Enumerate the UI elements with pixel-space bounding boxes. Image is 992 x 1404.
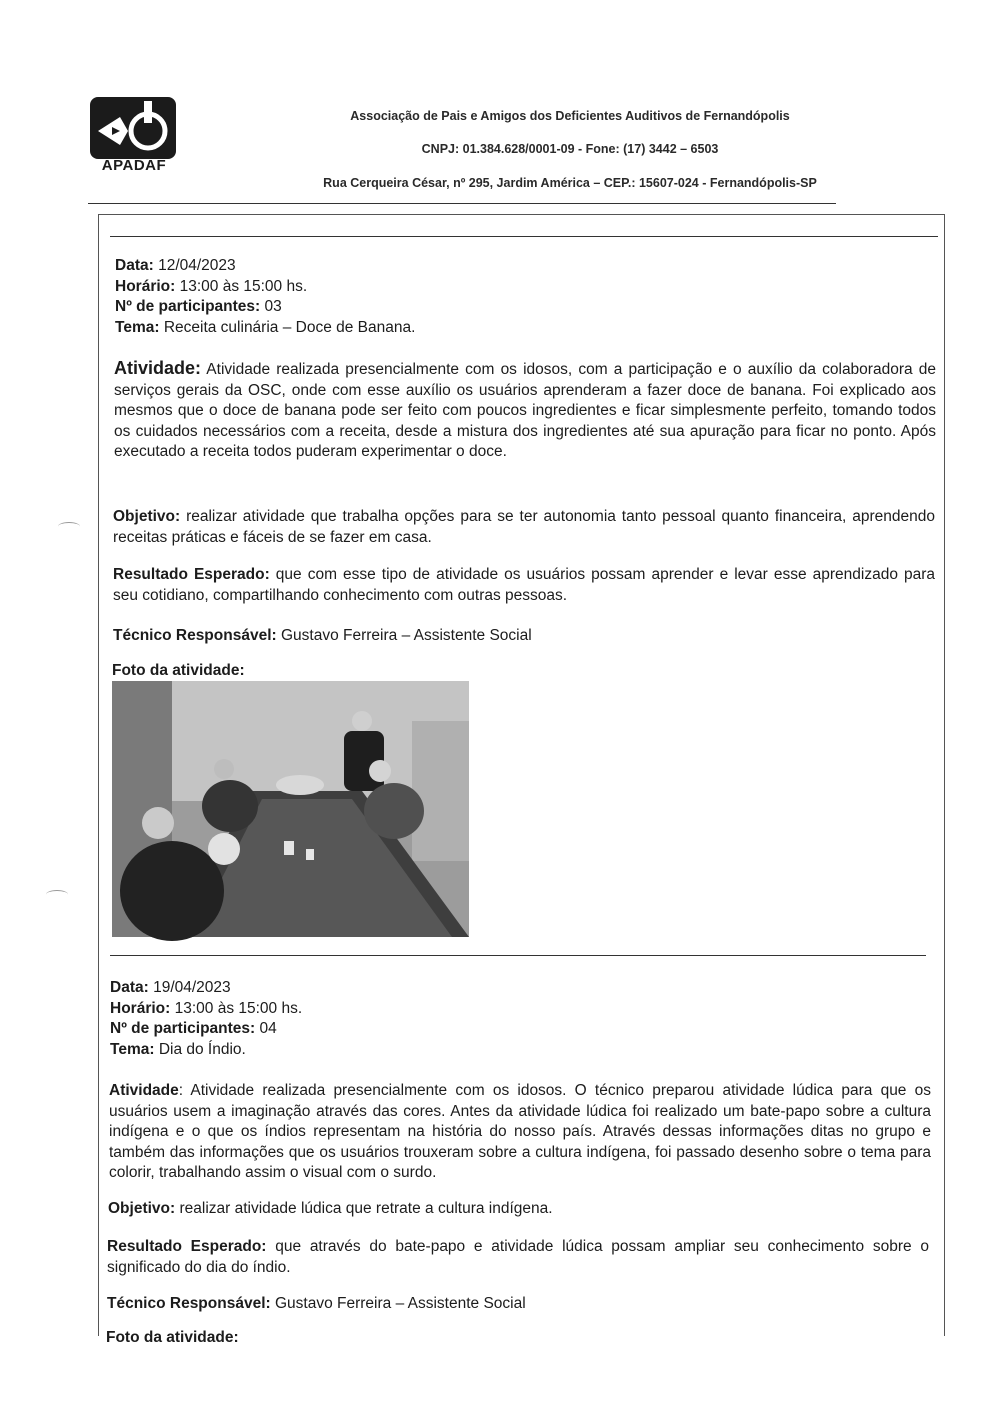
activity-1-meta [115,256,715,338]
scan-mark [46,890,68,899]
activity-1-photo-label: Foto da atividade: [112,662,245,679]
logo-emblem [90,97,176,159]
apadaf-logo [86,95,182,181]
address: Rua Cerqueira César, nº 295, Jardim América – CEP.: 15607-024 - Fernandópolis-SP [323,176,817,190]
activity-text: Atividade realizada presencialmente com os idosos, com a participação e o auxílio da colaboradora de serviços gerais da OSC, onde com esse auxílio os usuários aprenderam a fazer doce de banana. Foi explicado aos mesmos que o doce de banana pode ser feito com poucos ingredientes e ficar simplesmente perfeito, tomando todos os cuidados necessários com a receita, desde a mistura dos ingredientes até sua apuração para ficar no ponto. Após executado a receita todos puderam experimentar o doce. [114,361,936,460]
header-divider [88,203,836,204]
activity-photo [112,681,469,937]
scan-mark [58,522,80,531]
activity-2-technician: Técnico Responsável: Gustavo Ferreira – Assistente Social [107,1295,526,1312]
organization-name: Associação de Pais e Amigos dos Deficientes Auditivos de Fernandópolis [350,109,790,123]
activity-1-objective: Objetivo: realizar atividade que trabalha opções para se ter autonomia tanto pessoal quanto financeira, aprendendo receitas práticas e fáceis de se fazer em casa. [113,508,935,546]
participants-line: Nº de participantes: 04 [110,1020,277,1037]
frame-right [944,214,945,1336]
participants-line: Nº de participantes: 03 [115,298,282,315]
activity-text: : Atividade realizada presencialmente com os idosos. O técnico preparou atividade lúdica para que os usuários usem a imaginação através das cores. Antes da atividade lúdica foi realizado um bate-papo sobre a cultura indígena e o que os índios representam na história do nosso país. Através dessas informações ditas no grupo e também das informações que os usuários trouxeram sobre a cultura indígena, foi passado desenho sobre o tema para colorir, trabalhando assim o visual com o surdo. [109,1082,931,1181]
activity-2-photo-label: Foto da atividade: [106,1329,239,1346]
logo-label: APADAF [101,157,167,174]
cnpj-phone: CNPJ: 01.384.628/0001-09 - Fone: (17) 3442 – 6503 [421,142,719,156]
frame-top [98,214,944,215]
theme-line: Tema: Receita culinária – Doce de Banana. [115,318,416,336]
activity-label: Atividade: [114,358,202,378]
theme-line: Tema: Dia do Índio. [110,1040,246,1058]
time-line: Horário: 13:00 às 15:00 hs. [115,277,308,295]
ear-icon [90,97,176,159]
date-line: Data: 12/04/2023 [115,257,236,274]
activity-1-technician: Técnico Responsável: Gustavo Ferreira – Assistente Social [113,627,532,644]
activity-2-expected-result: Resultado Esperado: que através do bate-papo e atividade lúdica possam ampliar seu conhecimento sobre o significado do dia do índio. [107,1238,929,1276]
section-divider-top [110,236,938,237]
activity-1-expected-result: Resultado Esperado: que com esse tipo de atividade os usuários possam aprender e levar esse aprendizado para seu cotidiano, compartilhando conhecimento com outras pessoas. [113,566,935,604]
frame-left [98,214,99,1336]
section-divider [110,955,926,956]
activity-label: Atividade [109,1082,179,1099]
activity-2-meta [110,978,710,1060]
activity-2-objective: Objetivo: realizar atividade lúdica que retrate a cultura indígena. [108,1200,553,1217]
time-line: Horário: 13:00 às 15:00 hs. [110,999,303,1017]
activity-1-description [114,358,936,463]
date-line: Data: 19/04/2023 [110,979,231,996]
activity-2-description [109,1081,931,1184]
